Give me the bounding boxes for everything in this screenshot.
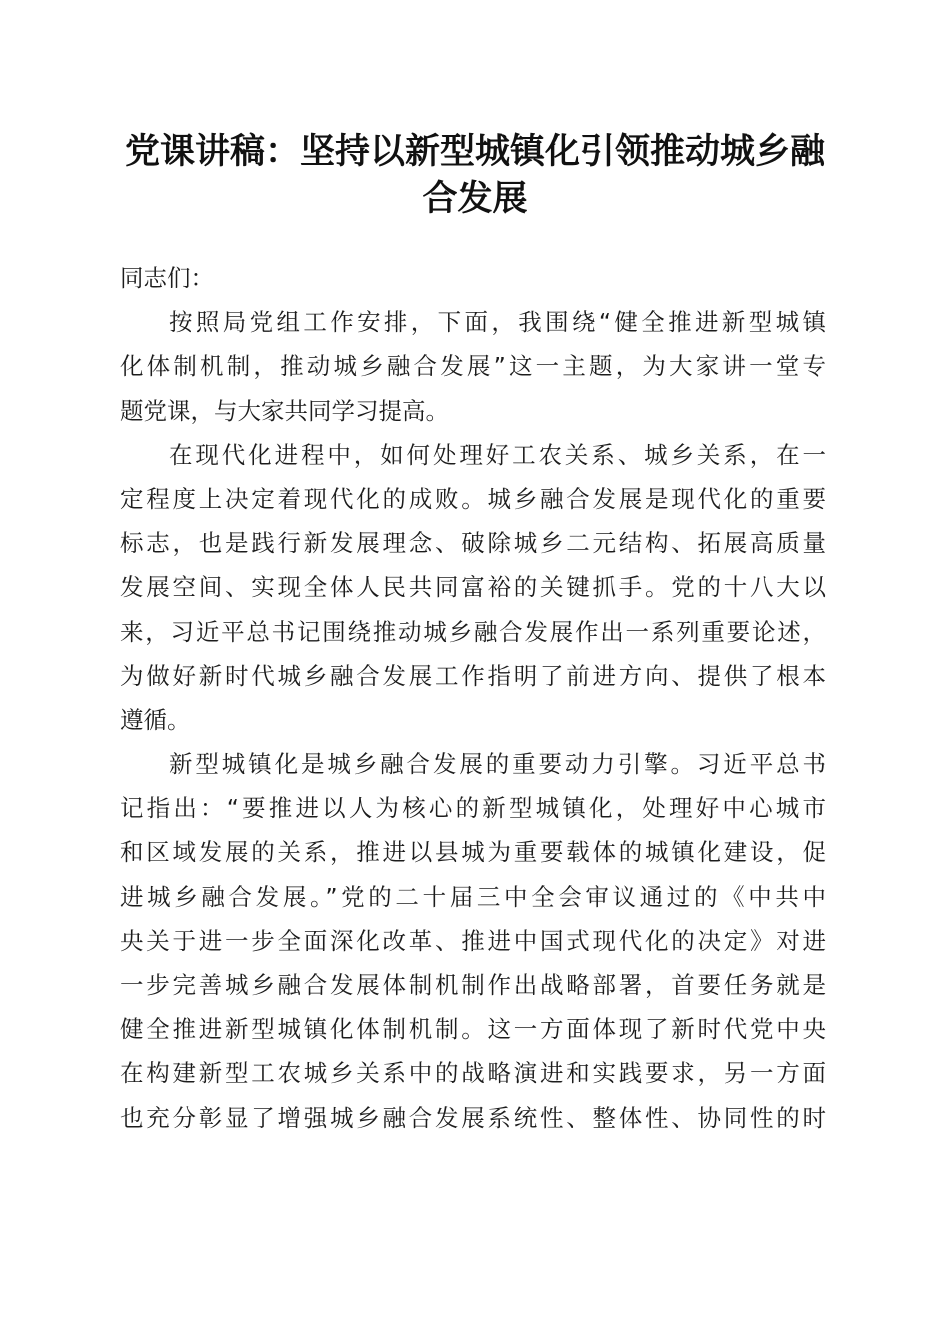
text-line: 标志，也是践行新发展理念、破除城乡二元结构、拓展高质量 <box>120 529 826 558</box>
text-line: 定程度上决定着现代化的成败。城乡融合发展是现代化的重要 <box>120 484 826 513</box>
text-line: 化体制机制，推动城乡融合发展”这一主题，为大家讲一堂专 <box>120 352 826 381</box>
document-title <box>100 128 850 222</box>
paragraph-2 <box>120 433 826 742</box>
paragraph-3 <box>120 742 826 1140</box>
paragraph-1 <box>120 300 826 433</box>
text-line: 记指出：“要推进以人为核心的新型城镇化，处理好中心城市 <box>120 794 826 823</box>
text-line: 新型城镇化是城乡融合发展的重要动力引擎。习近平总书 <box>169 750 826 779</box>
text-line: 在现代化进程中，如何处理好工农关系、城乡关系，在一 <box>169 440 826 469</box>
text-line: 央关于进一步全面深化改革、推进中国式现代化的决定》对进 <box>120 926 826 955</box>
text-line: 一步完善城乡融合发展体制机制作出战略部署，首要任务就是 <box>120 971 826 999</box>
title-line-1: 党课讲稿：坚持以新型城镇化引领推动城乡融 <box>124 131 825 172</box>
title-line-2: 合发展 <box>422 178 528 219</box>
text-line: 遵循。 <box>120 705 191 734</box>
text-line: 也充分彰显了增强城乡融合发展系统性、整体性、协同性的时 <box>120 1103 826 1132</box>
text-line: 来，习近平总书记围绕推动城乡融合发展作出一系列重要论述， <box>120 617 826 646</box>
text-line: 按照局党组工作安排，下面，我围绕“健全推进新型城镇 <box>169 308 826 337</box>
text-line: 在构建新型工农城乡关系中的战略演进和实践要求，另一方面 <box>120 1059 826 1088</box>
text-line: 健全推进新型城镇化体制机制。这一方面体现了新时代党中央 <box>120 1015 826 1044</box>
salutation: 同志们： <box>120 264 214 292</box>
text-line: 为做好新时代城乡融合发展工作指明了前进方向、提供了根本 <box>120 661 826 690</box>
text-line: 题党课，与大家共同学习提高。 <box>120 396 449 425</box>
text-line: 和区域发展的关系，推进以县城为重要载体的城镇化建设，促 <box>120 838 826 867</box>
document-body <box>120 256 826 1140</box>
text-line: 发展空间、实现全体人民共同富裕的关键抓手。党的十八大以 <box>120 573 826 602</box>
text-line: 进城乡融合发展。”党的二十届三中全会审议通过的《中共中 <box>120 882 826 911</box>
